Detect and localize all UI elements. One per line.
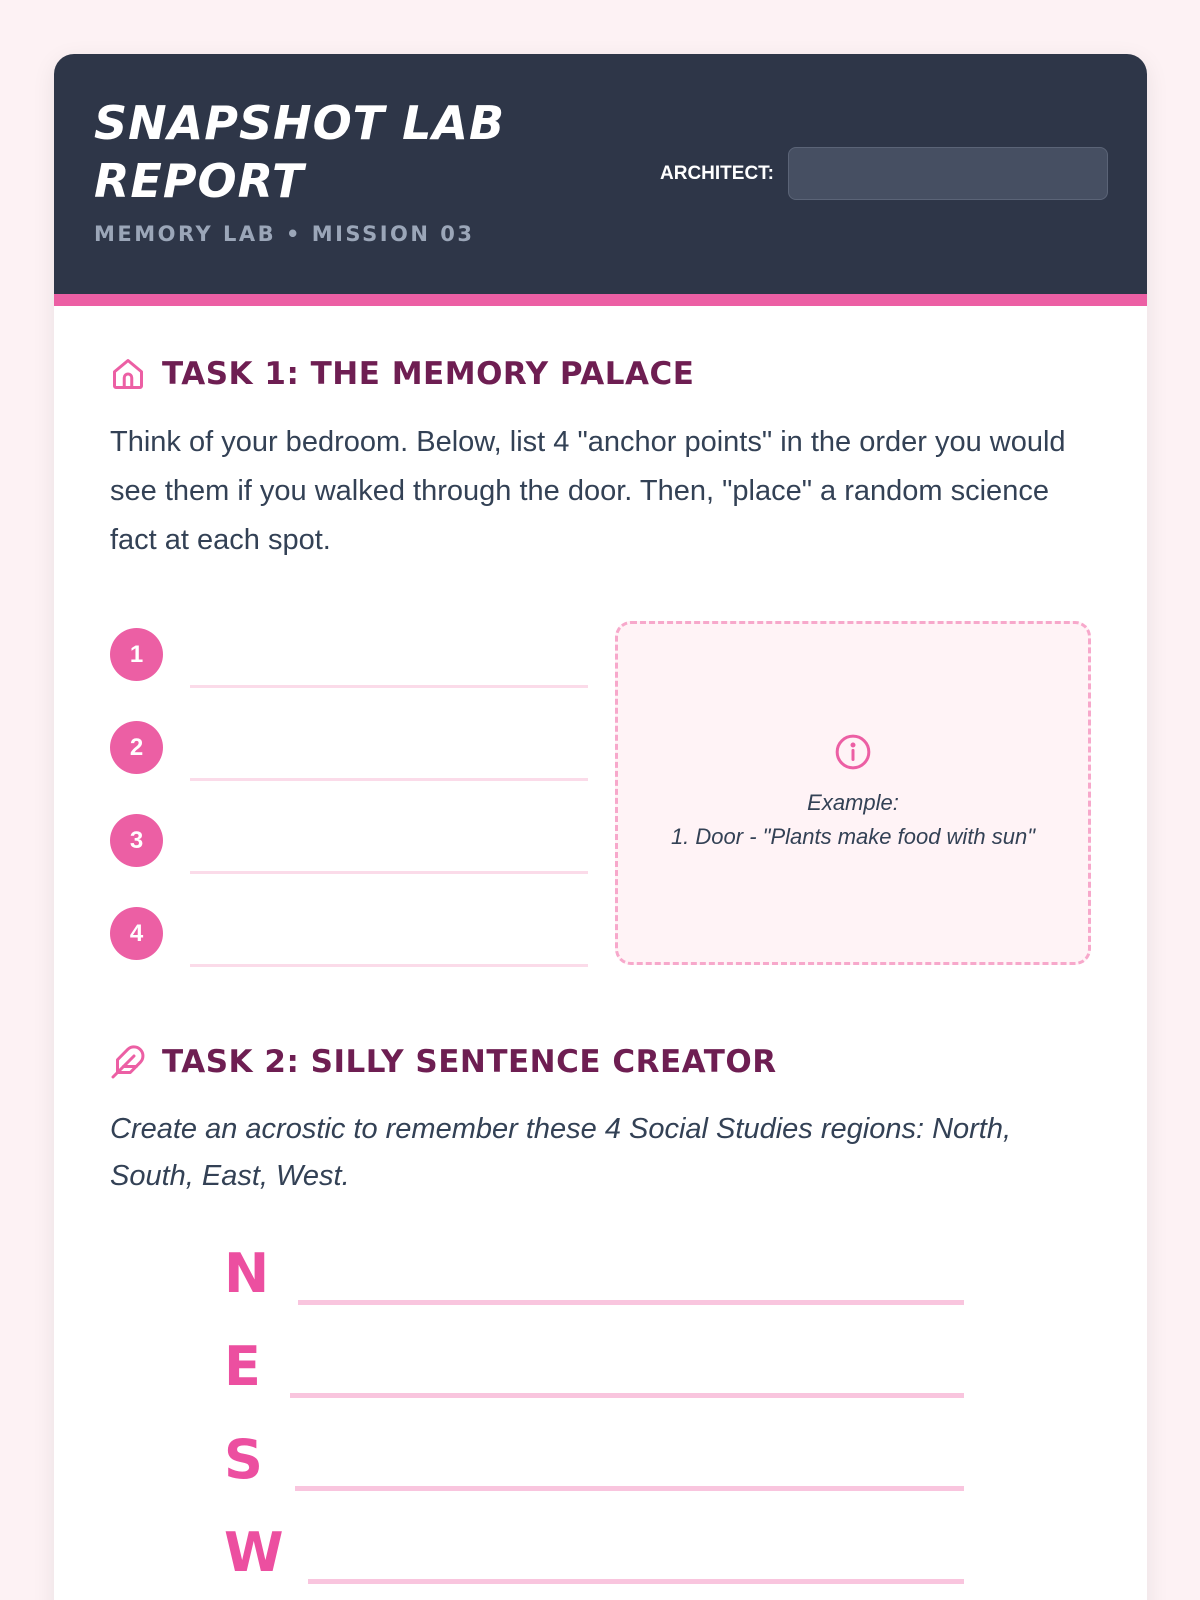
task1-instructions: Think of your bedroom. Below, list 4 "anchor points" in the order you would see them if you walked through the door. Then, "place" a random science fact at each spot. [110,426,1066,556]
anchor-points-list [110,628,590,1000]
example-label: Example: [807,790,899,815]
acrostic-row [224,1518,964,1600]
task2-heading-row [110,1044,1100,1080]
anchor-input-1[interactable] [190,648,588,688]
architect-input[interactable] [788,147,1108,200]
anchor-row [110,628,590,721]
anchor-number-badge: 3 [110,814,163,867]
acrostic-row [224,1239,964,1332]
report-subtitle: MEMORY LAB • MISSION 03 [94,222,475,246]
acrostic-row [224,1425,964,1518]
architect-label: ARCHITECT: [660,162,774,184]
lab-report-card [54,54,1147,1600]
report-title: SNAPSHOT LAB REPORT [94,96,506,208]
task1-heading: TASK 1: THE MEMORY PALACE [162,356,695,392]
acrostic-input-n[interactable] [298,1265,964,1305]
acrostic-letter: W [224,1521,284,1584]
task1-heading-row [110,356,1100,392]
acrostic-input-e[interactable] [290,1358,964,1398]
anchor-input-3[interactable] [190,834,588,874]
acrostic-letter: S [224,1428,263,1491]
example-text: 1. Door - "Plants make food with sun" [670,824,1036,849]
acrostic-letter: E [224,1335,261,1398]
acrostic-list [224,1239,964,1600]
anchor-number-badge: 2 [110,721,163,774]
info-icon [833,732,873,772]
anchor-input-2[interactable] [190,741,588,781]
anchor-number-badge: 1 [110,628,163,681]
example-box [615,621,1091,965]
anchor-row [110,907,590,1000]
feather-icon [110,1044,146,1080]
acrostic-row [224,1332,964,1425]
anchor-row [110,814,590,907]
acrostic-input-w[interactable] [308,1544,964,1584]
anchor-input-4[interactable] [190,927,588,967]
home-icon [110,356,146,392]
anchor-row [110,721,590,814]
task2-section [110,1044,1100,1200]
architect-field-group [660,147,1108,200]
task2-instructions: Create an acrostic to remember these 4 Social Studies regions: North, South, East, West. [110,1113,1012,1192]
acrostic-letter: N [224,1242,270,1305]
acrostic-input-s[interactable] [295,1451,964,1491]
task1-section [110,356,1100,565]
anchor-number-badge: 4 [110,907,163,960]
report-header [54,54,1147,306]
task2-heading: TASK 2: SILLY SENTENCE CREATOR [162,1044,777,1080]
